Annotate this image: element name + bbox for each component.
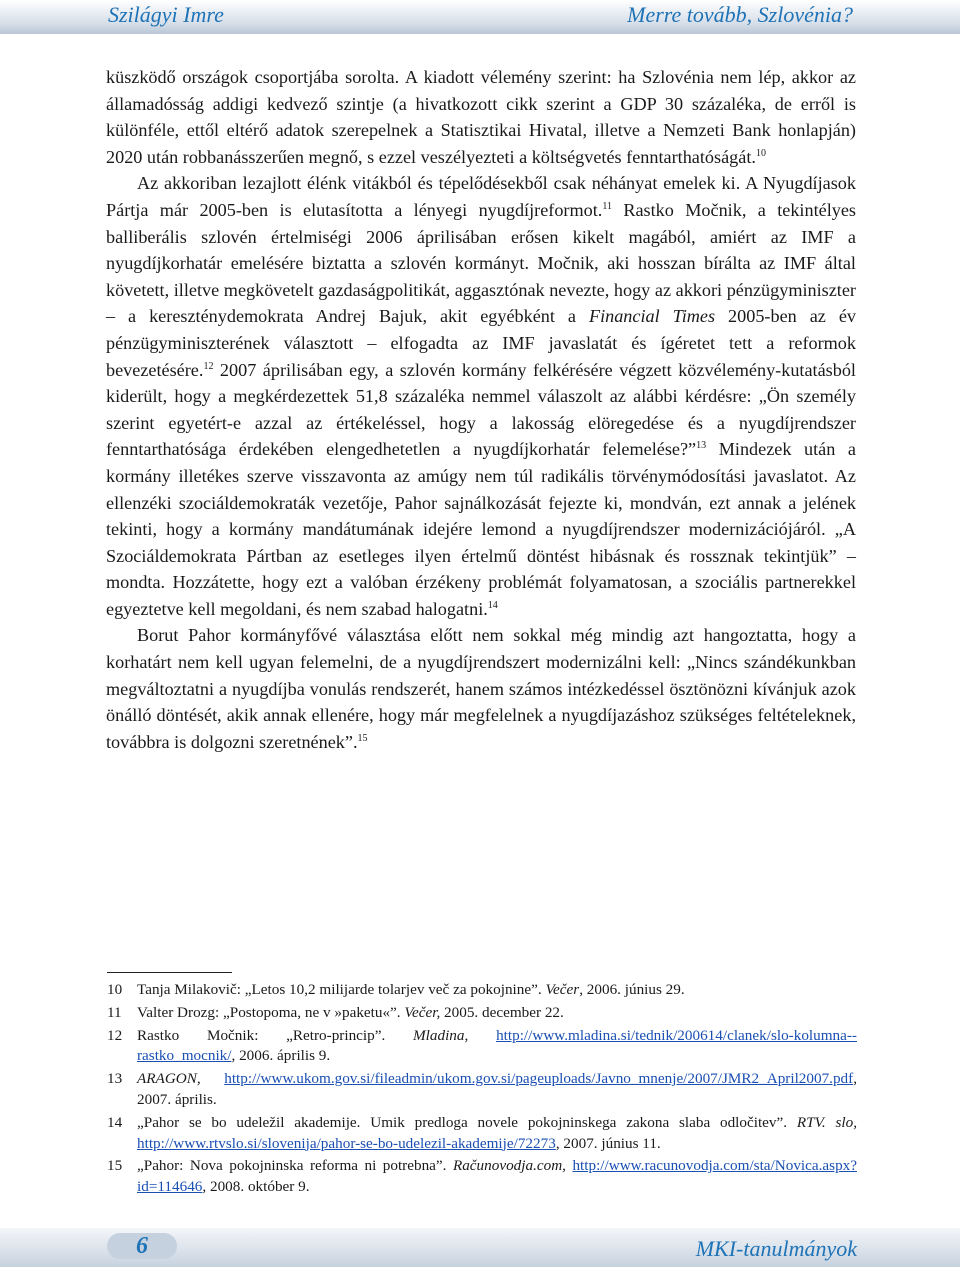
journal-name: MKI-tanulmányok bbox=[695, 1236, 857, 1261]
footnote-number: 11 bbox=[107, 1003, 122, 1021]
footnote-citation: Valter Drozg: „Postopoma, ne v »paketu«”. bbox=[137, 1003, 405, 1021]
footnote-link[interactable]: http://www.ukom.gov.si/fileadmin/ukom.gov.si/pageuploads/Javno_mnenje/2007/JMR2_April2007.pdf bbox=[224, 1070, 854, 1088]
header-author: Szilágyi Imre bbox=[108, 2, 224, 27]
footnotes bbox=[107, 980, 857, 1200]
footnote-number: 14 bbox=[107, 1113, 123, 1131]
footnote-number: 13 bbox=[107, 1070, 123, 1088]
footnote-source: RTV. slo, bbox=[796, 1113, 857, 1131]
footnote-item bbox=[107, 1113, 857, 1155]
footnote-date: 2005. december 22. bbox=[440, 1003, 564, 1021]
footnote-citation: Tanja Milakovič: „Letos 10,2 milijarde tolarjev več za pokojnine”. bbox=[137, 981, 546, 998]
footnote-text: Rastko Močnik: „Retro-princip”. Mladina, http://www.mladina.si/tednik/200614/clanek/slo-kolumna--rastko_mocnik/, 2006. április 9. bbox=[137, 1026, 857, 1065]
paragraph-1 bbox=[106, 64, 856, 170]
footnote-ref-14[interactable]: 14 bbox=[487, 599, 498, 611]
paragraph-2-text-d: 2007 áprilisában egy, a szlovén kormány felkérésére végzett közvélemény-kutatásból kiderült, hogy a megkérdezettek 51,8 százaléka nemmel válaszolt az alábbi kérdésre: „Ön személy szerint egyetért-e azzal az értékeléssel, hogy a lakosság elöregedése és a nyugdíjrendszer fenntarthatósága érdekében elengedhetetlen a nyugdíjkorhatár felemelése?” bbox=[106, 359, 856, 460]
footnote-link[interactable]: http://www.rtvslo.si/slovenija/pahor-se-bo-udelezil-akademije/72273 bbox=[137, 1134, 556, 1152]
footnote-item bbox=[107, 980, 857, 1001]
financial-times-title: Financial Times bbox=[588, 306, 716, 327]
footnote-date: , 2007. április. bbox=[137, 1070, 857, 1108]
footnote-number: 10 bbox=[107, 981, 123, 998]
paragraph-2-text-b: Rastko Močnik, a tekintélyes balliberális szlovén értelmiségi 2006 áprilisában erősen kikelt magából, amiért az IMF a nyugdíjkorhatár emelésére biztatta a szlovén kormányt. Močnik, aki hosszan bírálta az IMF által követett, illetve megkövetelt gazdaságpolitikát, aggasztónak nevezte, hogy az akkori pénzügyminiszter – a kereszténydemokrata Andrej Bajuk, akit egyébként a bbox=[106, 199, 856, 327]
paragraph-3-text: Borut Pahor kormányfővé választása előtt nem sokkal még mindig azt hangoztatta, hogy a korhatárt nem kell ugyan felemelni, de a nyugdíjrendszert modernizálni kell: „Nincs szándékunkban megváltoztatni a nyugdíjba vonulás rendszerét, hanem számos intézkedéssel ösztönözni kívánjuk azok önálló döntését, akik annak ellenére, hogy már megfelelnek a nyugdíjazáshoz szükséges feltételeknek, továbbra is dolgozni szeretnének”. bbox=[106, 625, 856, 752]
footnote-item bbox=[107, 1003, 857, 1024]
footnote-text bbox=[137, 1113, 857, 1155]
paragraph-2 bbox=[106, 170, 856, 622]
footnote-ref-10[interactable]: 10 bbox=[755, 147, 766, 159]
footnote-text bbox=[137, 1069, 857, 1111]
footnote-item bbox=[107, 1069, 857, 1111]
footnote-citation: Rastko Močnik: „Retro-princip”. bbox=[137, 1026, 414, 1044]
page-header bbox=[0, 0, 960, 34]
paragraph-3 bbox=[106, 622, 856, 755]
paragraph-2-text-e: Mindezek után a kormány illetékes szerve visszavonta az amúgy nem túl radikális törvénymódosítási javaslatot. Az ellenzéki szociáldemokraták vezetője, Pahor sajnálkozását fejezte ki, mondván, ezt annak a jelének tekinti, hogy a kormány mandátumának idejére lemond a nyugdíjrendszer modernizációjáról. „A Szociáldemokrata Pártban az esetleges ilyen értelmű döntést hibásnak és rossznak tekintjük” – mondta. Hozzátette, hogy ezt a valóban érzékeny problémát folyamatosan, a szociális partnerekkel egyeztetve kell megoldani, és nem szabad halogatni. bbox=[106, 439, 857, 619]
footnote-source: Računovodja.com, bbox=[452, 1157, 566, 1175]
header-title: Merre tovább, Szlovénia? bbox=[627, 2, 853, 27]
footnote-date: , 2008. október 9. bbox=[202, 1178, 310, 1196]
footnote-item bbox=[107, 1156, 857, 1198]
article-body bbox=[106, 64, 856, 755]
footnote-date: , 2006. április 9. bbox=[231, 1047, 331, 1065]
paragraph-2-text-c: 2005-ben az év pénzügyminiszterének választott – elfogadta az IMF javaslatát és ígéretet tett a reformok bevezetésére. bbox=[106, 306, 856, 380]
footnote-number: 15 bbox=[107, 1157, 123, 1175]
footnote-divider bbox=[107, 972, 232, 973]
footnote-source: Večer bbox=[545, 981, 580, 998]
footnote-text bbox=[137, 1003, 857, 1024]
footnote-text bbox=[137, 1156, 857, 1198]
footnote-citation: „Pahor: Nova pokojninska reforma ni potrebna”. bbox=[137, 1157, 453, 1175]
paragraph-2-text-a: Az akkoriban lezajlott élénk vitákból és tépelődésekből csak néhányat emelek ki. A Nyugdíjasok Pártja már 2005-ben is elutasította a lényegi nyugdíjreformot. bbox=[106, 173, 856, 220]
footnote-item bbox=[107, 1026, 857, 1068]
footnote-ref-11[interactable]: 11 bbox=[602, 200, 612, 212]
footnote-link[interactable]: http://www.racunovodja.com/sta/Novica.aspx?id=114646 bbox=[137, 1157, 858, 1196]
footnote-source: ARAGON, bbox=[137, 1070, 201, 1088]
footnote-number: 12 bbox=[107, 1026, 123, 1044]
page-number: 6 bbox=[107, 1233, 177, 1259]
footnote-ref-12[interactable]: 12 bbox=[203, 360, 214, 372]
footnote-source: Mladina bbox=[413, 1026, 465, 1044]
footnote-text bbox=[137, 980, 857, 1001]
footnote-date: , 2007. június 11. bbox=[555, 1134, 661, 1152]
paragraph-1-text: küszködő országok csoportjába sorolta. A kiadott vélemény szerint: ha Szlovénia nem lép, akkor az államadósság addigi kedvező szintje (a hivatkozott cikk szerint a GDP 30 százaléka, de erről is különféle, ettől eltérő adatok szerepelnek a Statisztikai Hivatal, illetve a Nemzeti Bank honlapján) 2020 után robbanásszerűen megnő, s ezzel veszélyezteti a költségvetés fenntarthatóságát. bbox=[106, 67, 856, 167]
footnote-ref-15[interactable]: 15 bbox=[357, 732, 368, 744]
footnote-date: , 2006. június 29. bbox=[579, 981, 685, 998]
footnote-ref-13[interactable]: 13 bbox=[696, 440, 707, 452]
footnote-citation: „Pahor se bo udeležil akademije. Umik predloga novele pokojninskega zakona slaba odločitev”. bbox=[137, 1113, 797, 1131]
footnote-source: Večer, bbox=[404, 1003, 441, 1021]
footnote-link[interactable]: http://www.mladina.si/tednik/200614/clanek/slo-kolumna--rastko_mocnik/ bbox=[137, 1026, 857, 1065]
